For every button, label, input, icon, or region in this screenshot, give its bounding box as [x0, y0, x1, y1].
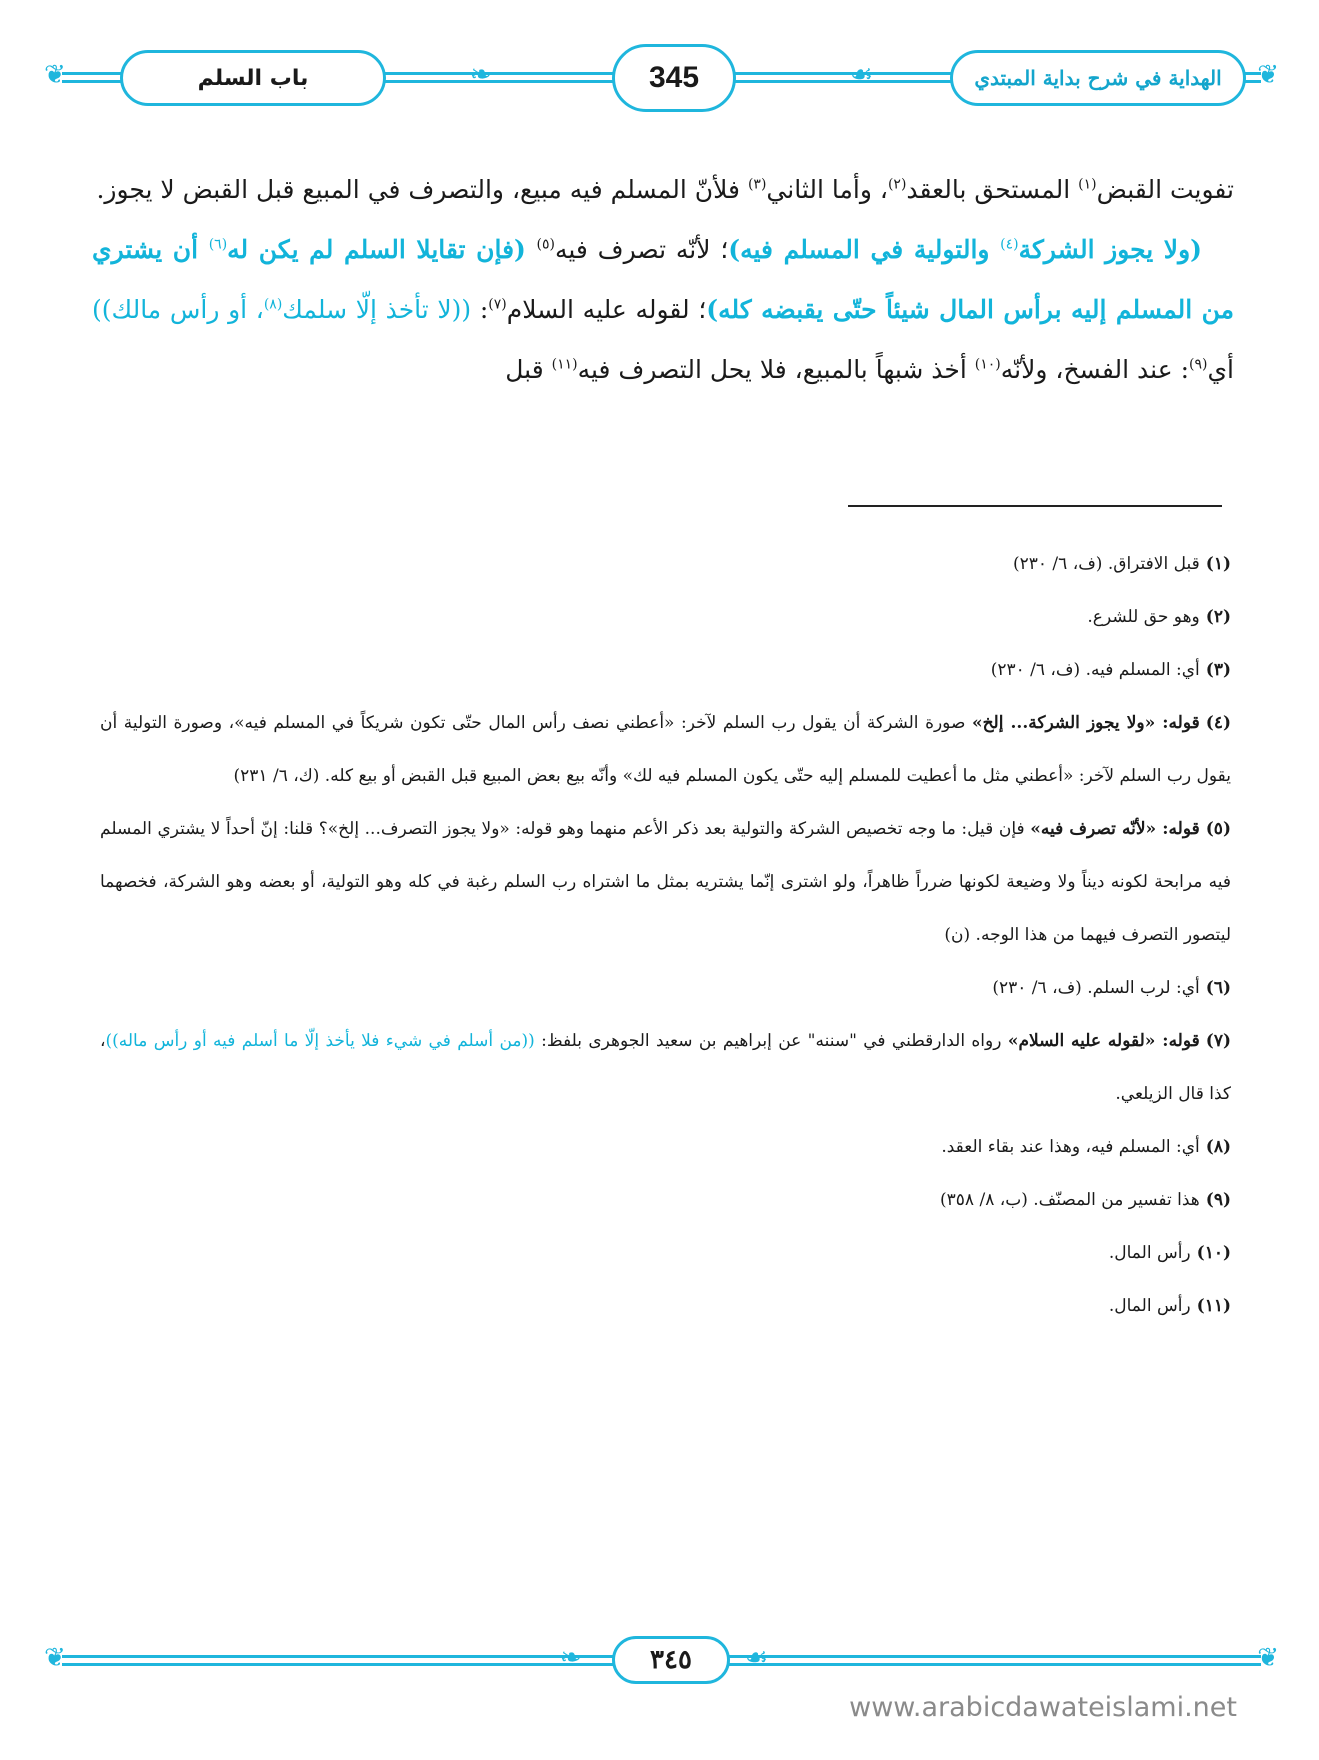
hadith-text: ((لا تأخذ إلّا سلمك	[282, 295, 472, 324]
footnote-number: (٦)	[1205, 978, 1231, 998]
book-title: الهداية في شرح بداية المبتدي	[950, 50, 1246, 106]
website-url[interactable]: www.arabicdawateislami.net	[849, 1692, 1237, 1723]
footnote-text: ، كذا قال الزيلعي.	[100, 1031, 1231, 1104]
footnote-ref[interactable]: (٣)	[747, 176, 767, 193]
matn-text: (ولا يجوز الشركة	[1018, 235, 1202, 264]
footer-page-number: ٣٤٥	[612, 1636, 730, 1684]
main-text	[92, 160, 1234, 400]
footnote-ref[interactable]: (٥)	[536, 236, 555, 253]
footnote-8	[100, 1121, 1231, 1174]
ornament-mid-icon: ☙	[850, 60, 874, 90]
footnote-ref[interactable]: (٩)	[1189, 356, 1208, 373]
section-title: باب السلم	[120, 50, 386, 106]
footnote-4	[100, 697, 1231, 803]
footnotes	[100, 538, 1231, 1333]
footnote-number: (٧)	[1205, 1031, 1232, 1051]
footnote-separator	[848, 505, 1222, 507]
page-number: 345	[612, 44, 736, 112]
footnote-number: (١)	[1205, 554, 1231, 574]
footnote-ref[interactable]: (٧)	[488, 296, 507, 313]
text-run: فلأنّ المسلم فيه مبيع، والتصرف في المبيع قبل القبض لا يجوز.	[96, 175, 748, 204]
footnote-number: (٤)	[1205, 713, 1231, 733]
matn-text: والتولية في المسلم فيه)	[728, 235, 1001, 264]
footnote-number: (١٠)	[1196, 1243, 1231, 1263]
text-run: المستحق بالعقد	[906, 175, 1079, 204]
footnote-2	[100, 591, 1231, 644]
footnote-text: رواه الدارقطني في "سننه" عن إبراهيم بن سعيد الجوهرى بلفظ:	[534, 1031, 1008, 1051]
footnote-text: أي: المسلم فيه. (ف، ٦/ ٢٣٠)	[990, 660, 1200, 680]
footnote-ref[interactable]: (٦)	[208, 236, 228, 253]
footnote-number: (٩)	[1205, 1190, 1231, 1210]
footnote-6	[100, 962, 1231, 1015]
footnote-text: فإن قيل: ما وجه تخصيص الشركة والتولية بعد ذكر الأعم منهما وهو قوله: «ولا يجوز التصرف... إلخ»؟ قلنا: إنّ أحداً لا يشتري المسلم فيه مرابحة لكونه ديناً ولا وضيعة لكونها ضرراً ظاهراً، ولو اشترى إنّما يشتريه بمثل ما اشتراه رب السلم رغبة في كله وهو التولية، أو بعضه وهو الشركة، فخصهما ليتصور التصرف فيهما من هذا الوجه. (ن)	[100, 819, 1231, 945]
ornament-left-icon: ❦	[44, 60, 66, 90]
matn-text: أن يشتري من المسلم إليه برأس المال شيئاً حتّى يقبضه كله)	[92, 235, 1234, 324]
footnote-lead: قوله: «ولا يجوز الشركة... إلخ»	[971, 713, 1200, 733]
text-run: قبل	[505, 355, 552, 384]
text-run: : عند الفسخ، ولأنّه	[1000, 355, 1190, 384]
footnote-text: هذا تفسير من المصنّف. (ب، ٨/ ٣٥٨)	[940, 1190, 1200, 1210]
text-run: أخذ شبهاً بالمبيع، فلا يحل التصرف فيه	[577, 355, 975, 384]
footnote-ref[interactable]: (١)	[1078, 176, 1097, 193]
footnote-number: (٣)	[1205, 660, 1231, 680]
footnote-text: صورة الشركة أن يقول رب السلم لآخر: «أعطني نصف رأس المال حتّى تكون شريكاً في المسلم فيه»، وصورة التولية أن يقول رب السلم لآخر: «أعطني مثل ما أعطيت للمسلم إليه حتّى يكون المسلم فيه لك» وأنّه بيع بعض المبيع قبل القبض أو بيع كله. (ك، ٦/ ٢٣١)	[100, 713, 1231, 786]
footnote-text: وهو حق للشرع.	[1087, 607, 1200, 627]
ornament-left-icon: ❦	[44, 1643, 66, 1673]
text-run: ؛ لأنّه تصرف فيه	[554, 235, 729, 264]
footnote-lead: قوله: «لأنّه تصرف فيه»	[1030, 819, 1200, 839]
footnote-lead: قوله: «لقوله عليه السلام»	[1007, 1031, 1200, 1051]
footnote-text: رأس المال.	[1108, 1243, 1191, 1263]
footnote-ref[interactable]: (٢)	[887, 176, 907, 193]
main-paragraph-2	[92, 220, 1234, 400]
footnote-number: (٢)	[1205, 607, 1231, 627]
text-run: ؛ لقوله عليه السلام	[506, 295, 707, 324]
ornament-right-icon: ❦	[1257, 1643, 1279, 1673]
footnote-number: (٥)	[1205, 819, 1231, 839]
text-run: تفويت القبض	[1096, 175, 1234, 204]
footnote-text: رأس المال.	[1108, 1296, 1191, 1316]
footnote-text: قبل الافتراق. (ف، ٦/ ٢٣٠)	[1012, 554, 1200, 574]
ornament-mid-icon: ❧	[560, 1643, 582, 1673]
ornament-right-icon: ❦	[1257, 60, 1279, 90]
footnote-5	[100, 803, 1231, 962]
footnote-7	[100, 1015, 1231, 1121]
hadith-text: ((من أسلم في شيء فلا يأخذ إلّا ما أسلم فيه أو رأس ماله))	[105, 1031, 535, 1051]
ornament-mid-icon: ☙	[745, 1643, 769, 1673]
footnote-11	[100, 1280, 1231, 1333]
footnote-text: أي: لرب السلم. (ف، ٦/ ٢٣٠)	[992, 978, 1200, 998]
text-run: أي	[1207, 355, 1234, 384]
footnote-1	[100, 538, 1231, 591]
footnote-ref[interactable]: (١١)	[551, 356, 578, 373]
footnote-ref[interactable]: (١٠)	[974, 356, 1001, 373]
footnote-9	[100, 1174, 1231, 1227]
ornament-mid-icon: ❧	[470, 60, 492, 90]
footnote-number: (١١)	[1196, 1296, 1231, 1316]
hadith-text: ، أو رأس مالك))	[92, 295, 264, 324]
footnote-3	[100, 644, 1231, 697]
footnote-ref[interactable]: (٨)	[263, 296, 283, 313]
footnote-number: (٨)	[1205, 1137, 1231, 1157]
text-run: ، وأما الثاني	[766, 175, 888, 204]
footnote-10	[100, 1227, 1231, 1280]
footnote-text: أي: المسلم فيه، وهذا عند بقاء العقد.	[941, 1137, 1200, 1157]
footnote-ref[interactable]: (٤)	[1000, 236, 1019, 253]
text-run: :	[471, 295, 489, 324]
matn-text: (فإن تقايلا السلم لم يكن له	[227, 235, 537, 264]
main-paragraph-1	[92, 160, 1234, 220]
